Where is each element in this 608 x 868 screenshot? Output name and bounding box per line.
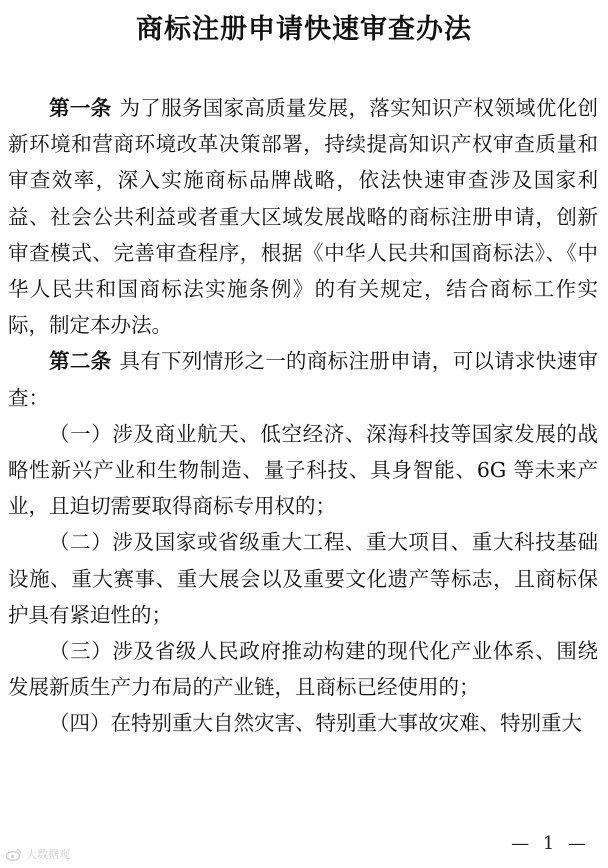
clause-4-paragraph (8, 705, 598, 741)
watermark-text: 大数据观 (26, 848, 70, 861)
clause-3-paragraph (8, 633, 598, 705)
page-title: 商标注册申请快速审查办法 (136, 14, 472, 45)
watermark (6, 846, 70, 862)
clause-2-text: （二）涉及国家或省级重大工程、重大项目、重大科技基础设施、重大赛事、重大展会以及重要文化遗产等标志，且商标保护具有紧迫性的； (8, 530, 598, 627)
clause-1-text: （一）涉及商业航天、低空经济、深海科技等国家发展的战略性新兴产业和生物制造、量子科技、具身智能、6G 等未来产业，且迫切需要取得商标专用权的； (8, 421, 598, 519)
article-2-text: 具有下列情形之一的商标注册申请，可以请求快速审查： (8, 349, 599, 410)
article-1-text: 为了服务国家高质量发展，落实知识产权领域优化创新环境和营商环境改革决策部署，持续提高知识产权审查质量和审查效率，深入实施商标品牌战略，依法快速审查涉及国家利益、社会公共利益或者重大区域发展战略的商标注册申请，创新审查模式、完善审查程序，根据《中华人民共和国商标法》、《中华人民共和国商标法实施条例》的有关规定，结合商标工作实际，制定本办法。 (8, 96, 599, 338)
clause-2-paragraph (8, 524, 598, 633)
clause-3-text: （三）涉及省级人民政府推动构建的现代化产业体系、围绕发展新质生产力布局的产业链，且商标已经使用的； (8, 639, 598, 700)
clause-1-paragraph (8, 416, 598, 525)
page-number: — 1 — (511, 833, 590, 854)
document-body (8, 90, 598, 742)
article-2-heading: 第二条 (49, 349, 112, 374)
article-1-paragraph (8, 90, 598, 343)
article-1-heading: 第一条 (49, 96, 112, 120)
weibo-icon (6, 847, 22, 861)
article-2-paragraph (8, 343, 598, 415)
clause-4-text: （四）在特别重大自然灾害、特别重大事故灾难、特别重大 (49, 711, 582, 736)
